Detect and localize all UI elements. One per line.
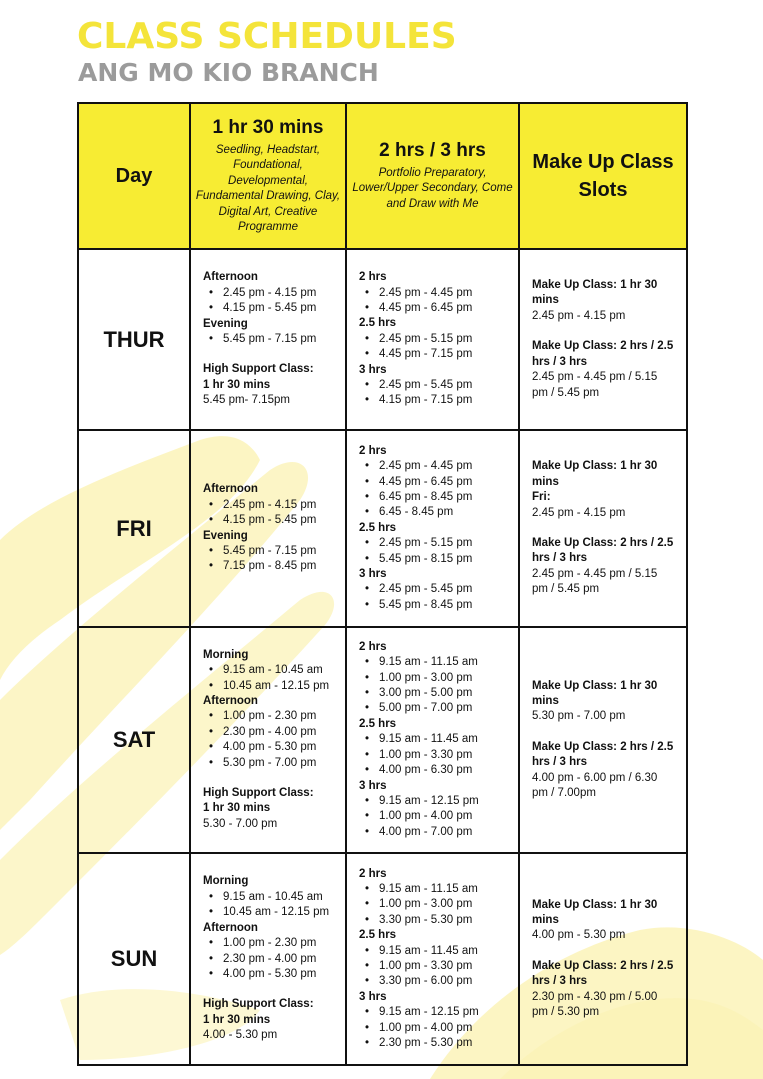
time-slot-item: • 5.00 pm - 7.00 pm	[379, 701, 508, 716]
header-day	[78, 103, 190, 249]
time-slot-item: • 10.45 am - 12.15 pm	[223, 679, 335, 694]
time-slot-list	[203, 332, 335, 347]
row-thur	[78, 249, 687, 430]
time-slot-text: 2.30 pm - 4.30 pm / 5.00 pm / 5.30 pm	[532, 990, 658, 1019]
day-cell: SUN	[78, 853, 190, 1065]
time-slot-item: • 9.15 am - 10.45 am	[223, 663, 335, 678]
slot-group-label: 2.5 hrs	[359, 929, 397, 942]
header-col-1hr30-programmes: Seedling, Headstart, Foundational, Developmental, Fundamental Drawing, Clay, Digital Art, Creative Programme	[195, 143, 341, 233]
time-slot-list	[359, 582, 508, 613]
slots-2hr3hr-cell	[346, 627, 519, 853]
slot-group-label: Afternoon	[203, 271, 258, 284]
time-slot-item: • 1.00 pm - 3.30 pm	[379, 748, 508, 763]
time-slot-item: • 9.15 am - 11.15 am	[379, 882, 508, 897]
slot-group-label: Make Up Class: 2 hrs / 2.5 hrs / 3 hrs	[532, 740, 674, 769]
slots-1hr30-cell	[190, 627, 346, 853]
header-col-makeup	[519, 103, 687, 249]
time-slot-item: • 9.15 am - 11.45 am	[379, 944, 508, 959]
slot-group-label: Make Up Class: 1 hr 30 mins	[532, 460, 658, 488]
schedule-table	[77, 102, 688, 1066]
slot-group-label: Evening	[203, 529, 248, 542]
slot-group-label: 2 hrs	[359, 867, 387, 880]
time-slot-text: 5.45 pm- 7.15pm	[203, 394, 290, 407]
time-slot-item: • 2.45 pm - 5.45 pm	[379, 582, 508, 597]
slot-group-label: High Support Class:	[203, 363, 314, 376]
time-slot-item: • 6.45 pm - 8.45 pm	[379, 490, 508, 505]
row-sat	[78, 627, 687, 853]
spacer	[532, 324, 676, 339]
slot-group-label: Make Up Class: 2 hrs / 2.5 hrs / 3 hrs	[532, 340, 674, 368]
makeup-cell	[519, 430, 687, 627]
slot-group-label: 2.5 hrs	[359, 521, 397, 534]
time-slot-item: • 1.00 pm - 3.30 pm	[379, 959, 508, 974]
time-slot-item: • 1.00 pm - 2.30 pm	[223, 709, 335, 724]
slot-group-label: Make Up Class: 1 hr 30 mins	[532, 679, 658, 707]
time-slot-list	[359, 732, 508, 778]
time-slot-item: • 4.00 pm - 5.30 pm	[223, 967, 335, 982]
slot-group-label: 3 hrs	[359, 779, 387, 792]
time-slot-list	[203, 709, 335, 771]
time-slot-item: • 4.00 pm - 7.00 pm	[379, 825, 508, 840]
slot-group-label: 2 hrs	[359, 271, 387, 284]
time-slot-text: 2.45 pm - 4.15 pm	[532, 506, 626, 519]
time-slot-item: • 5.45 pm - 7.15 pm	[223, 544, 335, 559]
time-slot-item: • 1.00 pm - 4.00 pm	[379, 1021, 508, 1036]
header-col-1hr30	[190, 103, 346, 249]
branch-subtitle: ANG MO KIO BRANCH	[78, 58, 379, 87]
slot-group-label: High Support Class:	[203, 787, 314, 800]
time-slot-list	[359, 378, 508, 409]
time-slot-item: • 4.45 pm - 7.15 pm	[379, 347, 508, 362]
time-slot-list	[359, 536, 508, 567]
time-slot-list	[203, 890, 335, 921]
time-slot-item: • 2.30 pm - 4.00 pm	[223, 952, 335, 967]
slot-group-label: Afternoon	[203, 483, 258, 496]
page-title: CLASS SCHEDULES	[77, 16, 457, 57]
time-slot-item: • 9.15 am - 12.15 pm	[379, 794, 508, 809]
time-slot-item: • 4.15 pm - 7.15 pm	[379, 393, 508, 408]
slots-1hr30-cell	[190, 249, 346, 430]
slot-group-label: Make Up Class: 2 hrs / 2.5 hrs / 3 hrs	[532, 959, 674, 988]
slots-1hr30-cell	[190, 430, 346, 627]
day-cell: FRI	[78, 430, 190, 627]
time-slot-item: • 1.00 pm - 3.00 pm	[379, 671, 508, 686]
time-slot-item: • 4.45 pm - 6.45 pm	[379, 475, 508, 490]
spacer	[203, 771, 335, 786]
spacer	[203, 347, 335, 362]
makeup-cell	[519, 249, 687, 430]
slot-group-label: 3 hrs	[359, 568, 387, 581]
time-slot-item: • 6.45 - 8.45 pm	[379, 505, 508, 520]
time-slot-list	[359, 1005, 508, 1051]
time-slot-list	[203, 286, 335, 317]
row-fri	[78, 430, 687, 627]
time-slot-item: • 2.45 pm - 4.45 pm	[379, 286, 508, 301]
slot-group-label: 1 hr 30 mins	[203, 1013, 271, 1026]
makeup-cell	[519, 853, 687, 1065]
header-col-2hr3hr	[346, 103, 519, 249]
day-cell: SAT	[78, 627, 190, 853]
time-slot-item: • 2.45 pm - 4.45 pm	[379, 459, 508, 474]
time-slot-text: 5.30 pm - 7.00 pm	[532, 710, 626, 723]
makeup-cell	[519, 627, 687, 853]
slot-group-label: Morning	[203, 648, 249, 661]
time-slot-item: • 3.00 pm - 5.00 pm	[379, 686, 508, 701]
time-slot-item: • 2.30 pm - 4.00 pm	[223, 725, 335, 740]
header-row	[78, 103, 687, 249]
time-slot-list	[359, 655, 508, 717]
time-slot-text: 5.30 - 7.00 pm	[203, 817, 278, 830]
slot-group-label: High Support Class:	[203, 998, 314, 1011]
slot-group-label: 2.5 hrs	[359, 717, 397, 730]
time-slot-list	[359, 332, 508, 363]
time-slot-item: • 10.45 am - 12.15 pm	[223, 905, 335, 920]
time-slot-text: 4.00 pm - 5.30 pm	[532, 929, 626, 942]
time-slot-list	[203, 663, 335, 694]
time-slot-list	[359, 286, 508, 317]
time-slot-list	[359, 794, 508, 840]
slot-group-label: 1 hr 30 mins	[203, 802, 271, 815]
time-slot-item: • 9.15 am - 10.45 am	[223, 890, 335, 905]
slot-group-label: Fri:	[532, 491, 551, 504]
time-slot-item: • 5.30 pm - 7.00 pm	[223, 756, 335, 771]
day-cell: THUR	[78, 249, 190, 430]
time-slot-item: • 2.45 pm - 4.15 pm	[223, 286, 335, 301]
time-slot-text: 2.45 pm - 4.45 pm / 5.15 pm / 5.45 pm	[532, 567, 658, 596]
time-slot-item: • 1.00 pm - 4.00 pm	[379, 809, 508, 824]
slot-group-label: 2 hrs	[359, 640, 387, 653]
spacer	[532, 725, 676, 740]
spacer	[203, 982, 335, 997]
slot-group-label: 2.5 hrs	[359, 317, 397, 330]
slot-group-label: 2 hrs	[359, 444, 387, 457]
slot-group-label: 3 hrs	[359, 363, 387, 376]
slot-group-label: 3 hrs	[359, 990, 387, 1003]
spacer	[532, 944, 676, 959]
row-sun	[78, 853, 687, 1065]
time-slot-item: • 4.45 pm - 6.45 pm	[379, 301, 508, 316]
time-slot-item: • 4.15 pm - 5.45 pm	[223, 513, 335, 528]
slot-group-label: Morning	[203, 875, 249, 888]
time-slot-list	[359, 882, 508, 928]
time-slot-text: 2.45 pm - 4.15 pm	[532, 309, 626, 322]
time-slot-text: 4.00 - 5.30 pm	[203, 1029, 278, 1042]
time-slot-item: • 2.45 pm - 4.15 pm	[223, 498, 335, 513]
time-slot-list	[203, 936, 335, 982]
time-slot-item: • 3.30 pm - 6.00 pm	[379, 974, 508, 989]
slot-group-label: Make Up Class: 2 hrs / 2.5 hrs / 3 hrs	[532, 537, 674, 565]
time-slot-item: • 2.30 pm - 5.30 pm	[379, 1036, 508, 1051]
header-day-label: Day	[115, 164, 153, 187]
header-col-2hr3hr-programmes: Portfolio Preparatory, Lower/Upper Secondary, Come and Draw with Me	[352, 166, 513, 210]
time-slot-item: • 9.15 am - 11.15 am	[379, 655, 508, 670]
time-slot-text: 4.00 pm - 6.00 pm / 6.30 pm / 7.00pm	[532, 771, 658, 800]
time-slot-list	[203, 544, 335, 575]
time-slot-item: • 9.15 am - 12.15 pm	[379, 1005, 508, 1020]
time-slot-item: • 2.45 pm - 5.45 pm	[379, 378, 508, 393]
slot-group-label: Afternoon	[203, 921, 258, 934]
slots-2hr3hr-cell	[346, 853, 519, 1065]
time-slot-item: • 1.00 pm - 2.30 pm	[223, 936, 335, 951]
slot-group-label: Make Up Class: 1 hr 30 mins	[532, 279, 658, 307]
time-slot-item: • 4.15 pm - 5.45 pm	[223, 301, 335, 316]
spacer	[532, 521, 676, 536]
time-slot-item: • 7.15 pm - 8.45 pm	[223, 559, 335, 574]
time-slot-item: • 2.45 pm - 5.15 pm	[379, 332, 508, 347]
slots-1hr30-cell	[190, 853, 346, 1065]
time-slot-list	[359, 944, 508, 990]
time-slot-item: • 5.45 pm - 8.15 pm	[379, 552, 508, 567]
time-slot-item: • 5.45 pm - 7.15 pm	[223, 332, 335, 347]
slots-2hr3hr-cell	[346, 249, 519, 430]
time-slot-item: • 3.30 pm - 5.30 pm	[379, 913, 508, 928]
time-slot-text: 2.45 pm - 4.45 pm / 5.15 pm / 5.45 pm	[532, 371, 658, 399]
time-slot-item: • 5.45 pm - 8.45 pm	[379, 598, 508, 613]
header-col-2hr3hr-title: 2 hrs / 3 hrs	[379, 139, 486, 161]
slot-group-label: 1 hr 30 mins	[203, 378, 271, 391]
header-col-makeup-title: Make Up Class Slots	[532, 151, 674, 201]
time-slot-item: • 2.45 pm - 5.15 pm	[379, 536, 508, 551]
time-slot-item: • 4.00 pm - 6.30 pm	[379, 763, 508, 778]
time-slot-item: • 9.15 am - 11.45 am	[379, 732, 508, 747]
header-col-1hr30-title: 1 hr 30 mins	[212, 116, 324, 138]
slot-group-label: Evening	[203, 317, 248, 330]
slot-group-label: Make Up Class: 1 hr 30 mins	[532, 898, 658, 926]
slot-group-label: Afternoon	[203, 694, 258, 707]
time-slot-item: • 1.00 pm - 3.00 pm	[379, 897, 508, 912]
time-slot-list	[359, 459, 508, 521]
slots-2hr3hr-cell	[346, 430, 519, 627]
time-slot-item: • 4.00 pm - 5.30 pm	[223, 740, 335, 755]
time-slot-list	[203, 498, 335, 529]
